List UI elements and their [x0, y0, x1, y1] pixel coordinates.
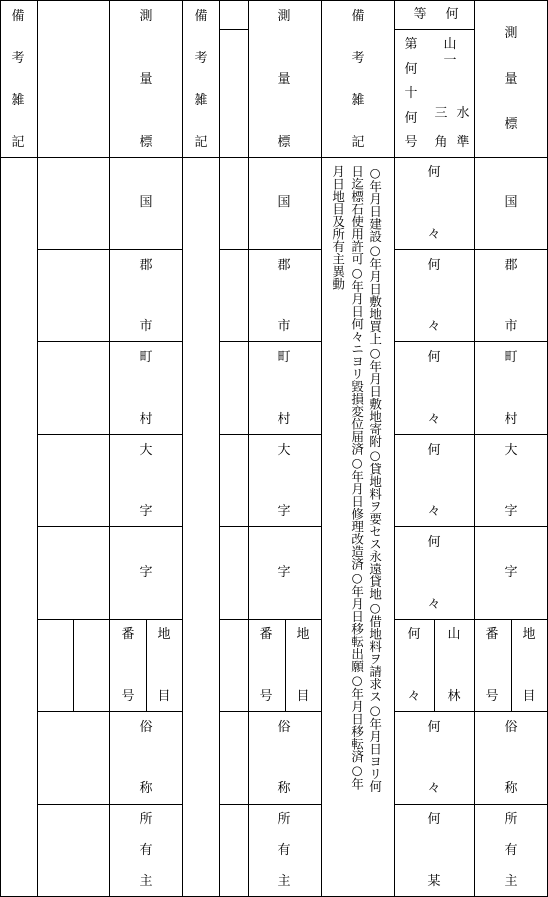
row-label-char: 所 — [504, 812, 518, 827]
header-remarks-char: 雑 — [194, 93, 208, 108]
header-remarks-char: 考 — [194, 51, 208, 66]
rule — [219, 619, 322, 620]
header-grade-char: 第 — [404, 37, 418, 52]
header-remarks-char: 記 — [351, 135, 365, 150]
row-value-char: 々 — [407, 689, 421, 704]
row-label-char: 郡 — [277, 258, 291, 273]
row-value-char: 々 — [427, 412, 441, 427]
header-grade-char: 十 — [404, 86, 418, 101]
row-label-char: 称 — [277, 781, 291, 796]
rule — [248, 0, 249, 897]
header-grade-char: 一 — [443, 53, 457, 68]
header-survey-char: 標 — [504, 117, 518, 132]
header-remarks-char: 備 — [194, 9, 208, 24]
row-label-char: 番 — [259, 627, 273, 642]
row-value-char: 何 — [407, 627, 421, 642]
header-remarks-char: 考 — [351, 51, 365, 66]
row-label-char: 地 — [157, 627, 171, 642]
rule — [395, 526, 548, 527]
rule — [37, 804, 183, 805]
row-label-char: 郡 — [504, 258, 518, 273]
rule — [37, 526, 183, 527]
header-grade-char: 角 — [434, 135, 448, 150]
row-label-char: 字 — [139, 565, 153, 580]
row-label-char: 町 — [504, 350, 518, 365]
header-grade-char: 水 — [456, 106, 470, 121]
row-value-char: 々 — [427, 319, 441, 334]
rule — [37, 0, 38, 897]
rule — [37, 711, 183, 712]
row-value-char: 々 — [427, 504, 441, 519]
row-label-char: 字 — [277, 565, 291, 580]
row-label-char: 有 — [139, 843, 153, 858]
rule — [37, 341, 183, 342]
row-value-char: 々 — [427, 227, 441, 242]
rule — [394, 0, 395, 897]
row-label-char: 俗 — [277, 720, 291, 735]
header-grade-char: 等 — [413, 7, 427, 22]
row-label-char: 主 — [504, 874, 518, 889]
row-label-char: 号 — [259, 689, 273, 704]
row-label-char: 目 — [296, 689, 310, 704]
header-grade-char: 山 — [443, 37, 457, 52]
rule — [395, 29, 474, 30]
row-label-char: 号 — [485, 689, 499, 704]
row-value-char: 何 — [427, 258, 441, 273]
row-label-char: 大 — [277, 443, 291, 458]
row-label-char: 国 — [139, 195, 153, 210]
header-grade-char: 三 — [434, 106, 448, 121]
row-value-char: 々 — [427, 781, 441, 796]
row-label-char: 郡 — [139, 258, 153, 273]
row-label-char: 字 — [504, 565, 518, 580]
row-label-char: 称 — [504, 781, 518, 796]
header-grade-char: 何 — [445, 7, 459, 22]
row-label-char: 大 — [139, 443, 153, 458]
header-remarks-char: 雑 — [351, 93, 365, 108]
row-label-char: 所 — [277, 812, 291, 827]
row-label-char: 所 — [139, 812, 153, 827]
row-label-char: 町 — [139, 350, 153, 365]
header-remarks-char: 備 — [11, 9, 25, 24]
row-label-char: 国 — [277, 195, 291, 210]
row-label-char: 主 — [139, 874, 153, 889]
row-label-char: 主 — [277, 874, 291, 889]
rule — [474, 0, 475, 897]
row-label-char: 町 — [277, 350, 291, 365]
row-label-char: 国 — [504, 195, 518, 210]
rule — [434, 619, 435, 712]
row-label-char: 番 — [485, 627, 499, 642]
rule — [219, 711, 322, 712]
rule — [219, 0, 220, 897]
row-value-char: 々 — [427, 597, 441, 612]
header-survey-char: 測 — [504, 26, 518, 41]
rule — [395, 249, 548, 250]
header-grade-char: 号 — [404, 135, 418, 150]
rule — [0, 0, 1, 897]
header-survey-char: 測 — [277, 9, 291, 24]
row-value-char: 林 — [447, 689, 461, 704]
rule — [395, 619, 548, 620]
rule — [285, 619, 286, 712]
rule — [395, 341, 548, 342]
row-value-char: 何 — [427, 535, 441, 550]
row-label-char: 市 — [277, 319, 291, 334]
rule — [219, 434, 322, 435]
row-value-char: 何 — [427, 443, 441, 458]
rule — [146, 619, 147, 712]
row-label-char: 字 — [504, 504, 518, 519]
header-survey-char: 量 — [139, 72, 153, 87]
row-label-char: 号 — [121, 689, 135, 704]
row-label-char: 俗 — [504, 720, 518, 735]
row-label-char: 目 — [157, 689, 171, 704]
row-label-char: 市 — [139, 319, 153, 334]
row-value-char: 何 — [427, 720, 441, 735]
header-survey-char: 標 — [139, 135, 153, 150]
row-label-char: 有 — [277, 843, 291, 858]
rule — [219, 341, 322, 342]
row-value-char: 何 — [427, 350, 441, 365]
row-label-char: 大 — [504, 443, 518, 458]
rule — [37, 249, 183, 250]
row-label-char: 俗 — [139, 720, 153, 735]
rule — [395, 804, 548, 805]
rule — [37, 434, 183, 435]
row-label-char: 称 — [139, 781, 153, 796]
header-grade-char: 何 — [404, 111, 418, 126]
header-remarks-char: 考 — [11, 51, 25, 66]
row-label-char: 目 — [522, 689, 536, 704]
row-label-char: 村 — [277, 412, 291, 427]
row-label-char: 番 — [121, 627, 135, 642]
rule — [511, 619, 512, 712]
header-remarks-char: 雑 — [11, 93, 25, 108]
header-survey-char: 測 — [139, 9, 153, 24]
header-survey-char: 標 — [277, 135, 291, 150]
rule — [321, 0, 322, 897]
rule — [395, 711, 548, 712]
row-label-char: 村 — [139, 412, 153, 427]
header-grade-char: 何 — [404, 62, 418, 77]
remarks-note-line: 月日地目及所有主異動 — [330, 165, 346, 290]
row-label-char: 村 — [504, 412, 518, 427]
rule — [219, 29, 248, 30]
header-survey-char: 量 — [277, 72, 291, 87]
row-value-char: 何 — [427, 165, 441, 180]
row-label-char: 市 — [504, 319, 518, 334]
rule — [395, 434, 548, 435]
rule — [73, 619, 74, 712]
rule — [37, 619, 183, 620]
header-survey-char: 量 — [504, 72, 518, 87]
row-label-char: 有 — [504, 843, 518, 858]
row-label-char: 地 — [522, 627, 536, 642]
rule — [219, 804, 322, 805]
header-remarks-char: 記 — [194, 135, 208, 150]
header-remarks-char: 記 — [11, 135, 25, 150]
row-value-char: 山 — [447, 627, 461, 642]
rule — [0, 0, 548, 1]
rule — [0, 157, 548, 158]
rule — [182, 0, 183, 897]
remarks-note-line: ○年月日建設○年月日敷地買上○年月日敷地寄附○貸地料ヲ要セス永遠貸地○借地料ヲ請求ス○年月日ヨリ何 — [367, 165, 383, 793]
row-label-char: 地 — [296, 627, 310, 642]
row-value-char: 某 — [427, 874, 441, 889]
header-grade-char: 準 — [456, 135, 470, 150]
row-label-char: 字 — [139, 504, 153, 519]
rule — [109, 0, 110, 897]
row-value-char: 何 — [427, 812, 441, 827]
rule — [219, 526, 322, 527]
row-label-char: 字 — [277, 504, 291, 519]
rule — [219, 249, 322, 250]
header-remarks-char: 備 — [351, 9, 365, 24]
remarks-note-line: 日迄標石使用許可○年月日何々ニヨリ毀損変位届済○年月日修理改造済○年月日移転出願○年月日移転済○年 — [349, 165, 365, 790]
